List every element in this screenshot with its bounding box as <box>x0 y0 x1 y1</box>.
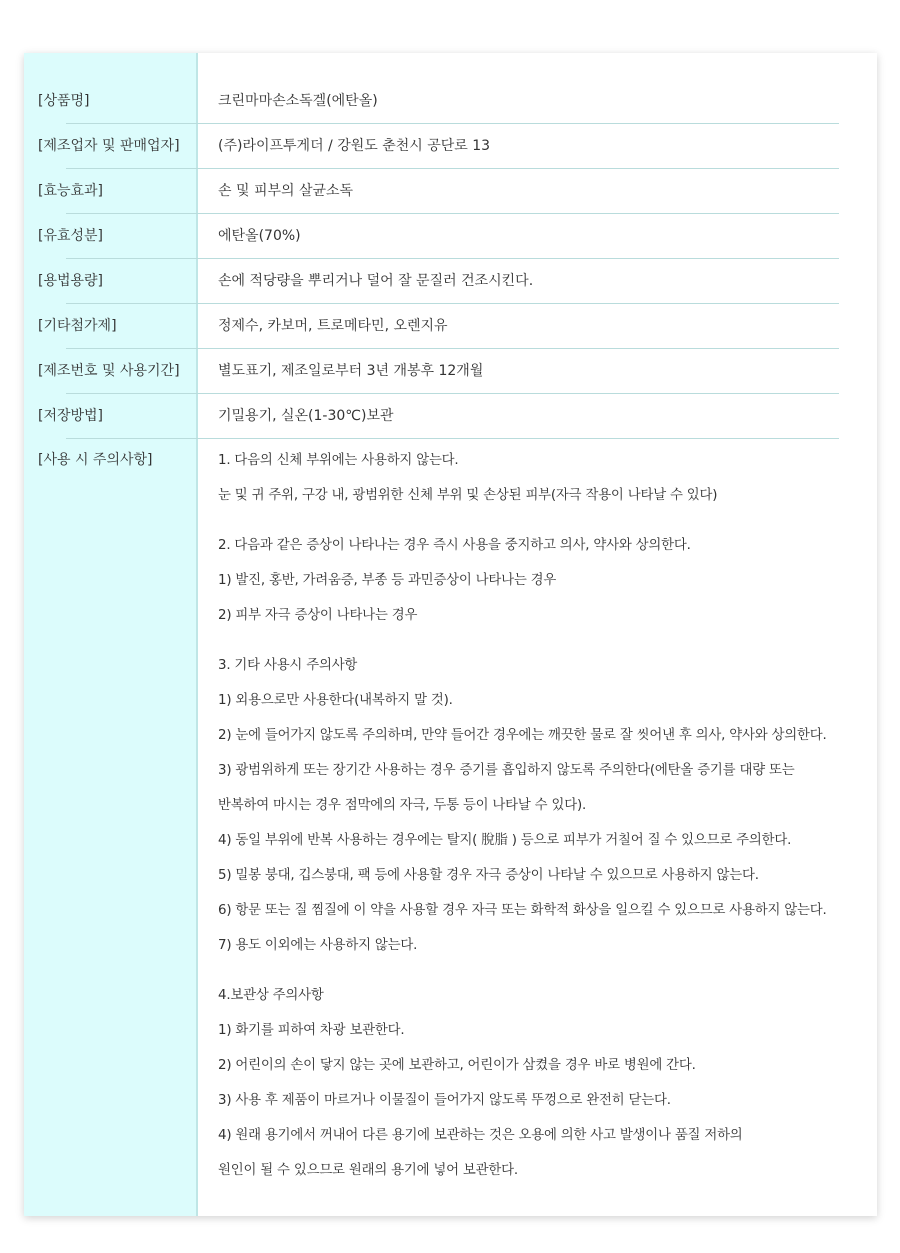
precaution-section-2 <box>218 534 848 639</box>
precaution-line: 7) 용도 이외에는 사용하지 않는다. <box>218 938 418 953</box>
product-info-table <box>24 79 877 1178</box>
precaution-line: 1. 다음의 신체 부위에는 사용하지 않는다. <box>218 453 459 468</box>
precaution-line: 5) 밀봉 붕대, 깁스붕대, 팩 등에 사용할 경우 자극 증상이 나타날 수 있으므로 사용하지 않는다. <box>218 868 759 883</box>
row-label: [효능효과] <box>38 183 104 199</box>
row-efficacy <box>24 169 877 214</box>
precautions-body <box>218 449 848 1209</box>
row-lot-expiry <box>24 349 877 394</box>
row-label: [제조번호 및 사용기간] <box>38 363 180 379</box>
row-divider <box>66 438 839 439</box>
row-label: [저장방법] <box>38 408 104 424</box>
row-manufacturer <box>24 124 877 169</box>
row-label: [기타첨가제] <box>38 318 117 334</box>
precaution-line: 3) 사용 후 제품이 마르거나 이물질이 들어가지 않도록 뚜껑으로 완전히 닫는다. <box>218 1093 671 1108</box>
precaution-line: 4) 원래 용기에서 꺼내어 다른 용기에 보관하는 것은 오용에 의한 사고 발생이나 품질 저하의 <box>218 1128 743 1143</box>
row-value: 크린마마손소독겔(에탄올) <box>218 93 378 109</box>
precaution-section-3 <box>218 654 848 969</box>
row-active-ingredient <box>24 214 877 259</box>
row-label: [유효성분] <box>38 228 104 244</box>
precaution-section-1 <box>218 449 848 519</box>
row-dosage <box>24 259 877 304</box>
row-value: 기밀용기, 실온(1-30℃)보관 <box>218 408 394 424</box>
row-value: 손에 적당량을 뿌리거나 덜어 잘 문질러 건조시킨다. <box>218 273 534 289</box>
row-value: 에탄올(70%) <box>218 228 301 244</box>
row-product-name <box>24 79 877 124</box>
precaution-line: 1) 외용으로만 사용한다(내복하지 말 것). <box>218 693 453 708</box>
row-label: [사용 시 주의사항] <box>38 452 153 468</box>
precaution-line: 1) 발진, 홍반, 가려움증, 부종 등 과민증상이 나타나는 경우 <box>218 573 557 588</box>
precaution-line: 2. 다음과 같은 증상이 나타나는 경우 즉시 사용을 중지하고 의사, 약사와 상의한다. <box>218 538 691 553</box>
row-storage <box>24 394 877 439</box>
row-label: [상품명] <box>38 93 90 109</box>
row-value: 손 및 피부의 살균소독 <box>218 183 354 199</box>
precaution-line: 4.보관상 주의사항 <box>218 988 324 1003</box>
precaution-line: 2) 어린이의 손이 닿지 않는 곳에 보관하고, 어린이가 삼켰을 경우 바로 병원에 간다. <box>218 1058 696 1073</box>
row-label: [용법용량] <box>38 273 104 289</box>
precaution-line: 4) 동일 부위에 반복 사용하는 경우에는 탈지( 脫脂 ) 등으로 피부가 거칠어 질 수 있으므로 주의한다. <box>218 833 792 848</box>
row-value: 별도표기, 제조일로부터 3년 개봉후 12개월 <box>218 363 484 379</box>
row-value: 정제수, 카보머, 트로메타민, 오렌지유 <box>218 318 448 334</box>
product-info-card <box>24 53 877 1216</box>
precaution-line: 눈 및 귀 주위, 구강 내, 광범위한 신체 부위 및 손상된 피부(자극 작용이 나타날 수 있다) <box>218 488 718 503</box>
precaution-line: 2) 피부 자극 증상이 나타나는 경우 <box>218 608 418 623</box>
precaution-line: 2) 눈에 들어가지 않도록 주의하며, 만약 들어간 경우에는 깨끗한 물로 잘 씻어낸 후 의사, 약사와 상의한다. <box>218 728 827 743</box>
row-additives <box>24 304 877 349</box>
precaution-line: 1) 화기를 피하여 차광 보관한다. <box>218 1023 405 1038</box>
precaution-line: 6) 항문 또는 질 찜질에 이 약을 사용할 경우 자극 또는 화학적 화상을 일으킬 수 있으므로 사용하지 않는다. <box>218 903 827 918</box>
row-value: (주)라이프투게더 / 강원도 춘천시 공단로 13 <box>218 138 491 154</box>
precaution-line: 3) 광범위하게 또는 장기간 사용하는 경우 증기를 흡입하지 않도록 주의한다(에탄올 증기를 대량 또는 <box>218 763 795 778</box>
precaution-line: 3. 기타 사용시 주의사항 <box>218 658 358 673</box>
precaution-line: 원인이 될 수 있으므로 원래의 용기에 넣어 보관한다. <box>218 1163 518 1178</box>
row-label: [제조업자 및 판매업자] <box>38 138 180 154</box>
precaution-section-4 <box>218 984 848 1194</box>
precaution-line: 반복하여 마시는 경우 점막에의 자극, 두통 등이 나타날 수 있다). <box>218 798 587 813</box>
